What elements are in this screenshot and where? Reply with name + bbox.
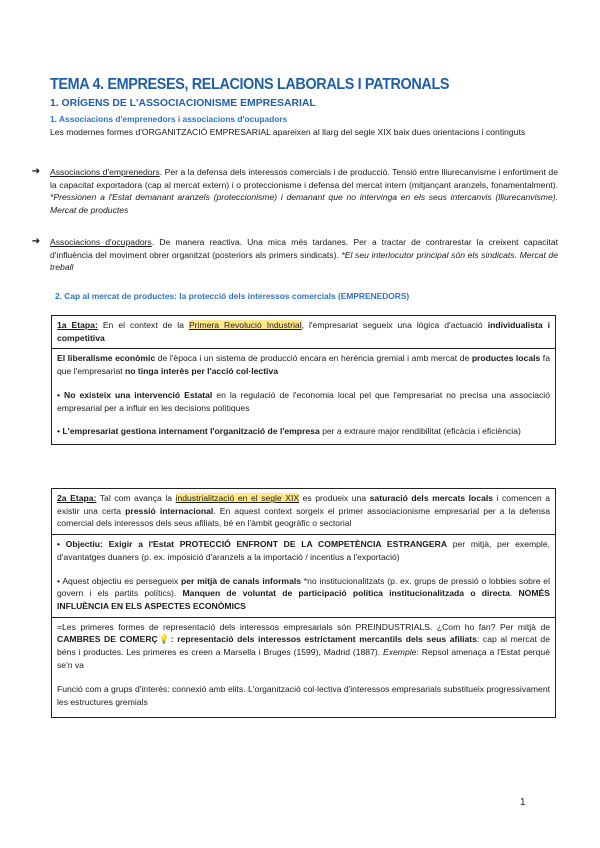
subsection-heading-2: 2. Cap al mercat de productes: la protecció dels interessos comercials (EMPRENEDORS) [55,291,410,301]
stage-2-header: 2a Etapa: Tal com avança la industrialització en el segle XIX es produeix una saturació dels mercats locals i comencen a existir una certa pressió internacional. En aquest context sorgeix el primer associacionisme empresarial per a la defensa comercial dels interessos dels seus afiliats, bé en l'àmbit geogràfic o sectorial [52,489,555,535]
stage-2-objectives: • Objectiu: Exigir a l'Estat PROTECCIÓ ENFRONT DE LA COMPETÈNCIA ESTRANGERA per mitjà, per exemple, d'avantatges duaners (p. ex. imposició d'aranzels a la importació / incentius a l'exportació) • Aquest objectiu es persegueix per mitjà de canals informals *no institucionalitzats (p. ex. grups de pressió o lobbies sobre el govern i els partits polítics). Manquen de voluntat de participació política institucionalitzada o directa. NOMÉS INFLUÈNCIA EN ELS ASPECTES ECONÒMICS [52,535,555,618]
stage-2-chambers: =Les primeres formes de representació dels interessos empresarials són PREINDUSTRIALS. ¿Com ho fan? Per mitjà de CAMBRES DE COMERÇ💡: representació dels interessos estrictament mercantils dels seus afiliats: cap al mercat de béns i productes. Les primeres es creen a Marsella i Bruges (1599), Madrid (1887). Exemple: Repsol amenaça a l'Estat perquè se'n va Funció com a grups d'interés: connexió amb elits. L'organització col·lectiva d'interessos empresarials substitueix progressivament les estructures gremials [57,621,550,708]
stage-1-header: 1a Etapa: En el context de la Primera Revolució Industrial, l'empresariat segueix una lògica d'actuació individualista i competitiva [52,316,555,349]
term-emprenedors: Associacions d'emprenedors [50,167,160,177]
highlight: Primera Revolució Industrial [188,320,302,330]
bullet-text: . Per a la defensa dels interessos comercials i de producció. Tensió entre lliurecanvisme i enfortiment de la capacitat exportadora (cap al mercat extern) i o proteccionisme i defensa del mercat intern (mitjançant aranzels, fonamentalment). [50,167,558,190]
page-number: 1 [520,797,526,808]
stage-2-box [51,488,556,718]
bullet-emprenedors [31,166,558,217]
bullet-ocupadors [31,236,559,274]
stage-label: 1a Etapa: [57,320,98,330]
bullet-note: *El seu interlocutor principal són els sindicats. Mercat de treball [50,249,558,273]
bullet-note: *Pressionen a l'Estat demanant aranzels (proteccionisme) i demanant que no intervinga en els seus intercanvis (lliurecanvisme). Mercat de productes [50,192,558,216]
document-title: TEMA 4. EMPRESES, RELACIONS LABORALS I PATRONALS [50,76,450,93]
arrow-right-icon: ➔ [31,236,41,247]
stage-label: 2a Etapa: [57,493,97,503]
lightbulb-icon: 💡 [157,634,171,645]
subsection-heading-1-1: 1. Associacions d'emprenedors i associacions d'ocupadors [50,114,288,124]
term-ocupadors: Associacions d'ocupadors [50,237,152,247]
stage-1-body: El liberalisme econòmic de l'època i un sistema de producció encara en herència gremial i amb mercat de productes locals fa que l'empresariat no tinga interès per l'acció col·lectiva • No existeix una intervenció Estatal en la regulació de l'economia local pel que l'empresariat no precisa una associació empresarial per a influir en les decisions polítiques • L'empresariat gestiona internament l'organització de l'empresa per a extraure major rendibilitat (eficàcia i eficiència) [57,353,550,437]
intro-paragraph: Les modernes formes d'ORGANITZACIÓ EMPRESARIAL apareixen al llarg del segle XIX baix dues orientacions i continguts [50,127,526,137]
bullet-text: . De manera reactiva. Una mica més tardanes. Per a tractar de contrarestar la creixent capacitat d'influència del moviment obrer organitzat (posteriors als primers sindicats). [50,237,559,260]
arrow-right-icon: ➔ [31,166,41,177]
highlight: industrialització en el segle XIX [175,493,300,503]
stage-1-box [51,315,556,445]
section-heading-1: 1. ORÍGENS DE L'ASSOCIACIONISME EMPRESARIAL [50,98,316,109]
